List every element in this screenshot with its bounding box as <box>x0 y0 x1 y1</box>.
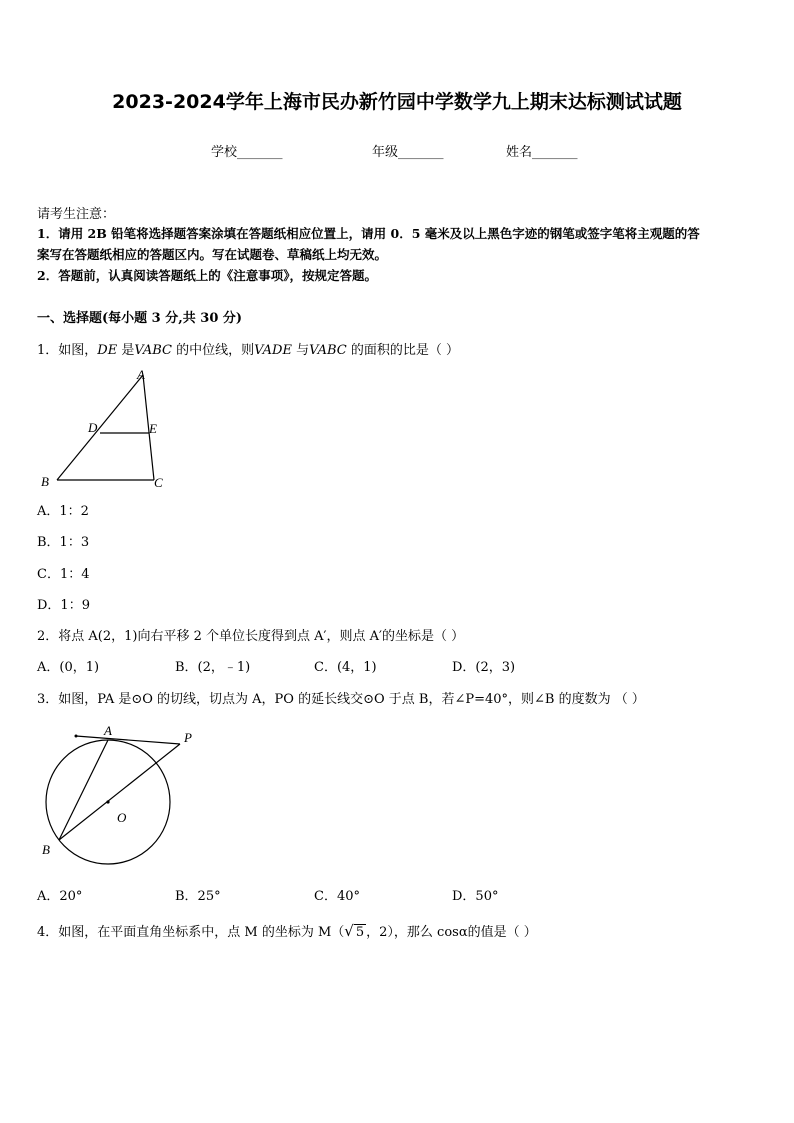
q1-option-c[interactable]: C．1：4 <box>37 567 90 582</box>
q4-post: ，2），那么 cosα的值是（ ） <box>366 925 537 940</box>
notice-item-1-line-1: 1．请用 2B 铅笔将选择题答案涂填在答题纸相应位置上，请用 0．5 毫米及以上黑色字迹的钢笔或签字笔将主观题的答 <box>37 226 700 241</box>
question-2-text: 2．将点 A(2，1)向右平移 2 个单位长度得到点 A′，则点 A′的坐标是（ ） <box>37 629 465 644</box>
q2-option-b[interactable]: B．(2，﹣1) <box>175 660 251 675</box>
circle-figure <box>30 722 220 867</box>
q1-abc1: VABC <box>134 343 172 358</box>
triangle-figure <box>30 362 180 497</box>
notice-item-2: 2．答题前，认真阅读答题纸上的《注意事项》，按规定答题。 <box>37 268 377 283</box>
q2-option-c[interactable]: C．(4，1) <box>314 660 377 675</box>
question-4-text <box>37 921 537 940</box>
q3-option-d[interactable]: D．50° <box>452 889 499 904</box>
notice-item-1-line-2: 案写在答题纸相应的答题区内。写在试题卷、草稿纸上均无效。 <box>37 247 388 262</box>
section-heading: 一、选择题(每小题 3 分,共 30 分) <box>37 311 243 326</box>
chord-ab <box>59 740 108 840</box>
label-b: B <box>42 842 50 857</box>
label-e: E <box>149 421 157 436</box>
label-a: A <box>137 367 145 382</box>
label-b: B <box>41 474 49 489</box>
label-o: O <box>117 810 127 825</box>
question-1-text <box>37 339 459 358</box>
sqrt-symbol: √ <box>344 922 354 940</box>
q1-mid2: 的中位线，则 <box>171 343 255 358</box>
question-3-text: 3．如图，PA 是⊙O 的切线，切点为 A，PO 的延长线交⊙O 于点 B，若∠P=40°，则∠B 的度数为 （ ） <box>37 692 645 707</box>
q1-de: DE <box>97 343 118 358</box>
q3-option-b[interactable]: B．25° <box>175 889 221 904</box>
q4-pre: 4．如图，在平面直角坐标系中，点 M 的坐标为 M（ <box>37 925 345 940</box>
q1-option-d[interactable]: D．1：9 <box>37 598 90 613</box>
line-pb <box>59 744 180 840</box>
q1-mid3: 与 <box>291 343 310 358</box>
label-d: D <box>88 420 98 435</box>
name-field: 姓名_______ <box>506 145 578 160</box>
q1-ade: VADE <box>254 343 292 358</box>
label-p: P <box>184 730 192 745</box>
q4-sqrt-radicand: 5 <box>355 925 365 940</box>
q2-option-a[interactable]: A．(0，1) <box>37 660 100 675</box>
grade-field: 年级_______ <box>372 145 444 160</box>
q1-option-b[interactable]: B．1：3 <box>37 535 90 550</box>
q1-option-a[interactable]: A．1：2 <box>37 504 89 519</box>
school-field: 学校_______ <box>211 145 283 160</box>
q1-mid1: 是 <box>117 343 135 358</box>
side-ab <box>57 375 143 480</box>
center-point <box>106 800 109 803</box>
label-c: C <box>154 475 163 490</box>
q1-num: 1．如图， <box>37 343 98 358</box>
q2-option-d[interactable]: D．(2，3) <box>452 660 516 675</box>
label-a: A <box>104 723 112 738</box>
q1-tail: 的面积的比是（ ） <box>346 343 459 358</box>
notice-heading: 请考生注意： <box>37 207 116 222</box>
q3-option-a[interactable]: A．20° <box>37 889 83 904</box>
q1-abc2: VABC <box>309 343 347 358</box>
q3-option-c[interactable]: C．40° <box>314 889 360 904</box>
page-title: 2023-2024学年上海市民办新竹园中学数学九上期末达标测试试题 <box>112 91 682 113</box>
tangent-endpoint <box>75 735 78 738</box>
